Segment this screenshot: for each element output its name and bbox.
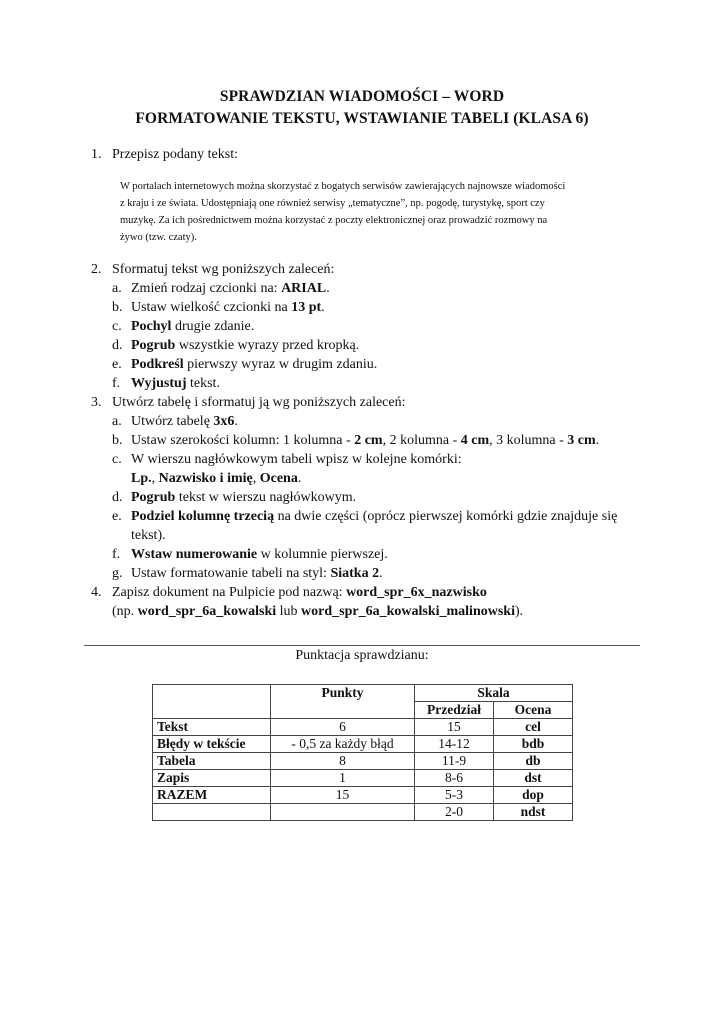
row-range: 5-3 (415, 787, 494, 804)
item-text: , 2 kolumna - (382, 433, 461, 448)
header-points: Punkty (271, 685, 415, 719)
task2-f-item (131, 376, 220, 392)
row-range: 2-0 (415, 804, 494, 821)
row-points: 8 (271, 753, 415, 770)
task3-d-item (131, 490, 356, 506)
table-row (153, 736, 573, 753)
item-text: na dwie części (oprócz pierwszej komórki gdzie znajduje się (274, 509, 618, 524)
task3-f-item (131, 547, 388, 563)
score-table (152, 684, 573, 821)
row-points: 6 (271, 719, 415, 736)
item-text: drugie zdanie. (171, 319, 255, 334)
header-grade: Ocena (494, 702, 573, 719)
sample-text-line: z kraju i ze świata. Udostępniają one również serwisy „tematyczne”, np. pogodę, turystykę, sport czy (120, 198, 545, 209)
task2-c-letter: c. (112, 319, 122, 334)
task3-e-item (131, 509, 617, 525)
page-subtitle: FORMATOWANIE TEKSTU, WSTAWIANIE TABELI (KLASA 6) (135, 110, 589, 127)
row-points: - 0,5 za każdy błąd (271, 736, 415, 753)
item-bold: 4 cm (460, 433, 490, 448)
table-row (153, 719, 573, 736)
item-bold: Pogrub (131, 338, 176, 353)
item-bold: ARIAL (281, 281, 327, 296)
task3-e-item-cont: tekst). (131, 528, 166, 543)
table-row (153, 787, 573, 804)
item-text: w kolumnie pierwszej. (257, 547, 388, 562)
item-text: Utwórz tabelę (131, 414, 214, 429)
task3-f-letter: f. (112, 547, 121, 562)
task2-b-letter: b. (112, 300, 123, 315)
item-text: . (234, 414, 238, 429)
item-bold: Siatka 2 (330, 566, 380, 581)
item-text: Ustaw wielkość czcionki na (131, 300, 292, 315)
task1-sample-text (120, 178, 565, 246)
task4-item (112, 585, 487, 601)
item-text: , 3 kolumna - (489, 433, 568, 448)
item-bold: Nazwisko i imię (158, 471, 253, 486)
row-grade: cel (494, 719, 573, 736)
table-row (153, 753, 573, 770)
task2-label: Sformatuj tekst wg poniższych zaleceń: (112, 262, 335, 277)
task4-number: 4. (91, 585, 102, 600)
task2-e-item (131, 357, 377, 373)
item-text: . (321, 300, 325, 315)
task3-b-item (131, 433, 599, 449)
task3-a-letter: a. (112, 414, 122, 429)
task2-number: 2. (91, 262, 102, 277)
header-scale: Skala (415, 685, 573, 702)
section-divider (84, 645, 640, 646)
row-points: 1 (271, 770, 415, 787)
task3-g-item (131, 566, 383, 582)
task3-g-letter: g. (112, 566, 123, 581)
row-range: 8-6 (415, 770, 494, 787)
task2-f-letter: f. (112, 376, 121, 391)
item-bold: Pogrub (131, 490, 176, 505)
item-bold: Podziel kolumnę trzecią (131, 509, 275, 524)
item-text: pierwszy wyraz w drugim zdaniu. (183, 357, 378, 372)
row-grade: bdb (494, 736, 573, 753)
row-range: 14-12 (415, 736, 494, 753)
item-bold: word_spr_6a_kowalski (137, 604, 277, 619)
task2-d-letter: d. (112, 338, 123, 353)
item-text: , (151, 471, 159, 486)
row-label: RAZEM (153, 787, 271, 804)
item-bold: Lp. (131, 471, 152, 486)
item-text: . (326, 281, 330, 296)
item-bold: Ocena (259, 471, 298, 486)
task3-label: Utwórz tabelę i sformatuj ją wg poniższych zaleceń: (112, 395, 406, 410)
sample-text-line: W portalach internetowych można skorzystać z bogatych serwisów zawierających najnowsze wiadomości (120, 181, 566, 192)
task3-c-item-cont (131, 471, 301, 487)
item-text: tekst w wierszu nagłówkowym. (175, 490, 357, 505)
task4-example (112, 604, 523, 620)
row-grade: ndst (494, 804, 573, 821)
item-text: Zmień rodzaj czcionki na: (131, 281, 282, 296)
sample-text-line: muzykę. Za ich pośrednictwem można korzystać z poczty elektronicznej oraz prowadzić rozmowy na (120, 215, 548, 226)
task3-a-item (131, 414, 238, 430)
item-text: tekst. (186, 376, 220, 391)
row-points (271, 804, 415, 821)
task3-c-item: W wierszu nagłówkowym tabeli wpisz w kolejne komórki: (131, 452, 462, 467)
row-label (153, 804, 271, 821)
task2-a-item (131, 281, 330, 297)
task3-b-letter: b. (112, 433, 123, 448)
table-row (153, 804, 573, 821)
item-text: . (379, 566, 383, 581)
item-text: . (297, 471, 302, 486)
task3-d-letter: d. (112, 490, 123, 505)
item-text: Ustaw szerokości kolumn: 1 kolumna - (131, 433, 355, 448)
item-text: . (595, 433, 600, 448)
item-bold: 3 cm (567, 433, 596, 448)
task3-c-letter: c. (112, 452, 122, 467)
item-bold: Wyjustuj (131, 376, 187, 391)
page-title: SPRAWDZIAN WIADOMOŚCI – WORD (219, 88, 505, 105)
item-bold: word_spr_6a_kowalski_malinowski (301, 604, 515, 619)
task2-c-item (131, 319, 254, 335)
task1-number: 1. (91, 147, 102, 162)
row-range: 11-9 (415, 753, 494, 770)
task3-e-letter: e. (112, 509, 122, 524)
task2-e-letter: e. (112, 357, 122, 372)
item-bold: Pochyl (131, 319, 172, 334)
item-text: Zapisz dokument na Pulpicie pod nazwą: (112, 585, 347, 600)
score-caption: Punktacja sprawdzianu: (295, 648, 429, 663)
row-range: 15 (415, 719, 494, 736)
item-bold: 3x6 (213, 414, 235, 429)
task1-label: Przepisz podany tekst: (112, 147, 238, 162)
item-bold: 2 cm (354, 433, 383, 448)
task3-number: 3. (91, 395, 102, 410)
row-label: Błędy w tekście (153, 736, 271, 753)
item-text: Ustaw formatowanie tabeli na styl: (131, 566, 331, 581)
item-bold: Wstaw numerowanie (131, 547, 258, 562)
header-range: Przedział (415, 702, 494, 719)
row-grade: db (494, 753, 573, 770)
table-row (153, 770, 573, 787)
item-text: ). (514, 604, 524, 619)
item-text: (np. (112, 604, 138, 619)
row-label: Tekst (153, 719, 271, 736)
task2-a-letter: a. (112, 281, 122, 296)
sample-text-line: żywo (tzw. czaty). (120, 232, 197, 243)
row-label: Zapis (153, 770, 271, 787)
task2-d-item (131, 338, 359, 354)
item-bold: word_spr_6x_nazwisko (346, 585, 487, 600)
table-cell (153, 685, 271, 719)
item-text: lub (276, 604, 302, 619)
item-bold: Podkreśl (131, 357, 184, 372)
row-label: Tabela (153, 753, 271, 770)
item-text: wszystkie wyrazy przed kropką. (175, 338, 360, 353)
table-header-row (153, 685, 573, 702)
row-points: 15 (271, 787, 415, 804)
item-text: , (252, 471, 260, 486)
row-grade: dop (494, 787, 573, 804)
item-bold: 13 pt (291, 300, 322, 315)
row-grade: dst (494, 770, 573, 787)
task2-b-item (131, 300, 325, 316)
